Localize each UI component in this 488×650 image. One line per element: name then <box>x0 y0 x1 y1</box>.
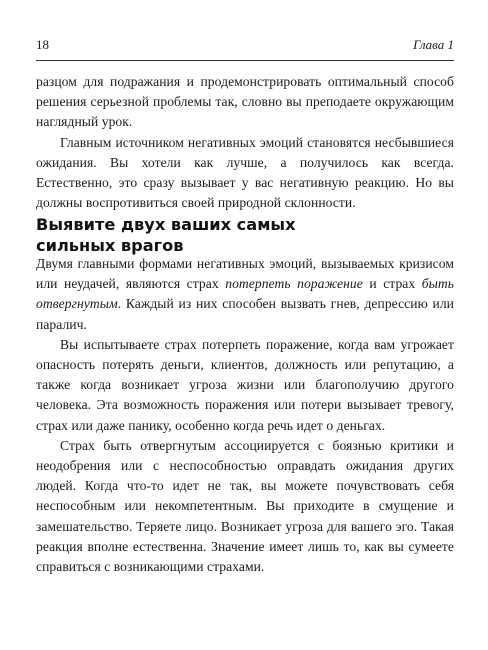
section-text <box>36 254 454 577</box>
paragraph-1: разцом для подражания и продемонстрировать оптимальный способ решения серьезной проблемы так, словно вы преподаете окружающим наглядный урок. <box>36 74 454 130</box>
header-rule <box>36 60 454 61</box>
running-header <box>36 36 454 54</box>
paragraph-3-part-2: и страх <box>362 276 422 292</box>
paragraph-3 <box>36 254 454 335</box>
section-heading-line-2: сильных врагов <box>36 236 184 255</box>
section-heading <box>36 214 454 256</box>
section-heading-line-1: Выявите двух ваших самых <box>36 215 296 234</box>
paragraph-4: Вы испытываете страх потерпеть поражение, когда вам угрожает опасность потерять деньги, клиентов, должность или репутацию, а также когда возникает угроза жизни или благополучию другого человека. Эта возможность поражения или потери вызывает тревогу, страх или даже панику, особенно когда речь идет о деньгах. <box>36 336 454 433</box>
chapter-title: Глава 1 <box>413 37 454 52</box>
paragraph-3-part-3: . Каждый из них способен вызвать гнев, депрессию или паралич. <box>36 296 454 332</box>
book-page <box>36 36 455 575</box>
intro-text <box>36 72 454 213</box>
emphasis-fear-of-failure: потерпеть поражение <box>225 276 363 292</box>
paragraph-3-part-1: Двумя главными формами негативных эмоций, вызываемых кризисом или неудачей, являются страх <box>36 256 454 292</box>
emphasis-fear-of-rejection: быть отвергнутым <box>36 276 455 312</box>
paragraph-5: Страх быть отвергнутым ассоциируется с боязнью критики и неодобрения или с неспособностью оправдать ожидания других людей. Когда что-то идет не так, вы можете почувствовать себя неспособным или некомпетентным. Вы приходите в смущение и замешательство. Теряете лицо. Возникает угроза для вашего эго. Такая реакция вполне естественна. Значение имеет лишь то, как вы сумеете справиться с возникающими страхами. <box>36 437 454 575</box>
paragraph-2: Главным источником негативных эмоций становятся несбывшиеся ожидания. Вы хотели как лучше, а получилось как всегда. Естественно, это сразу вызывает у вас негативную реакцию. Но вы должны воспротивиться своей природной склонности. <box>36 134 454 211</box>
page-number: 18 <box>36 37 49 52</box>
